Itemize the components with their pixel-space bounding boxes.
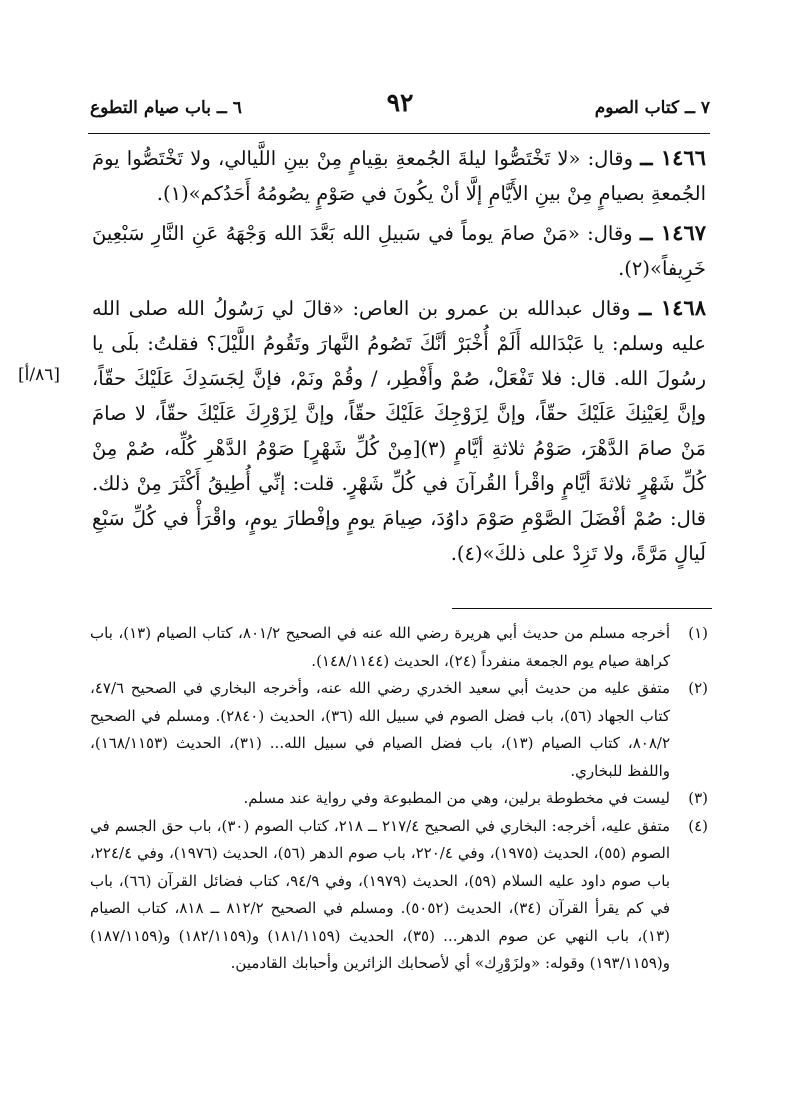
footnote [90,813,708,978]
footnote-text: متفق عليه، أخرجه: البخاري في الصحيح ٢١٧/٤ ــ ٢١٨، كتاب الصوم (٣٠)، باب حق الجسم في الصوم (٥٥)، الحديث (١٩٧٥)، وفي ٢٢٠/٤، باب صوم الدهر (٥٦)، الحديث (١٩٧٦)، وفي ٢٢٤/٤، باب صوم داود عليه السلام (٥٩)، الحديث (١٩٧٩)، وفي ٩٤/٩، كتاب فضائل القرآن (٦٦)، باب في كم يقرأ القرآن (٣٤)، الحديث (٥٠٥٢). ومسلم في الصحيح ٨١٢/٢ ــ ٨١٨، كتاب الصيام (١٣)، باب النهي عن صوم الدهر... (٣٥)، الحديث (١٨١/١١٥٩) و(١٨٢/١١٥٩) و(١٨٧/١١٥٩) و(١٩٣/١١٥٩) وقوله: «ولزَوْرِك» أي لأصحابك الزائرين وأحبابك القادمين. [90,816,671,972]
hadith-paragraph [92,140,706,211]
page-number: ٩٢ [386,88,414,117]
footnote-label: (٢) [688,679,708,697]
hadith-text: وقال: «مَنْ صامَ يوماً في سَبيلِ الله بَعَّدَ الله وَجْهَهُ عَنِ النَّارِ سَبْعِينَ خَرِيفاً»(٢). [92,222,706,280]
running-header [90,88,710,128]
hadith-paragraph [92,215,706,286]
footnote [90,675,708,785]
footnote-text: ليست في مخطوطة برلين، وهي من المطبوعة وفي رواية عند مسلم. [243,789,670,807]
hadith-paragraph [92,290,706,571]
hadith-text: وقال: «لا تَخْتَصُّوا ليلةَ الجُمعةِ بقِيامٍ مِنْ بينِ اللَّيالي، ولا تَخْتَصُّوا يومَ الجُمعةِ بصيامٍ مِنْ بينِ الأَيَّامِ إلَّا أنْ يكُونَ في صَوْمٍ يصُومُهُ أَحَدُكم»(١). [92,147,706,205]
footnotes [90,620,708,978]
footnote-label: (١) [688,624,708,642]
footnote-label: (٤) [688,816,708,835]
footnote [90,785,708,813]
header-chapter-title: ٦ ــ باب صيام التطوع [90,98,242,118]
footnote-text: أخرجه مسلم من حديث أبي هريرة رضي الله عنه في الصحيح ٨٠١/٢، كتاب الصيام (١٣)، باب كراهة صيام يوم الجمعة منفرداً (٢٤)، الحديث (١٤٨/١١٤٤). [90,624,670,670]
header-book-title: ٧ ــ كتاب الصوم [594,98,710,118]
header-divider [88,133,710,134]
hadith-number: ١٤٦٧ ــ [640,220,707,245]
hadith-text: وقال عبدالله بن عمرو بن العاص: «قالَ لي رَسُولُ الله صلى الله عليه وسلم: يا عَبْدَالله أَلَمْ أُخْبَرْ أنَّكَ تَصُومُ النَّهارَ وتَقُومُ اللَّيْلَ؟ فقلتُ: بلَى يا رسُولَ الله. قال: فلا تَفْعَلْ، صُمْ وأَفْطِر، / وقُمْ ونَمْ، فإنَّ لِجَسَدِكَ عَلَيْكَ حقّاً، وإنَّ لِعَيْنِكَ عَلَيْكَ حقّاً، وإنَّ لِزَوْجِكَ عَلَيْكَ حقّاً، وإنَّ لِزَوْرِكَ عَلَيْكَ حقّاً، لا صامَ مَنْ صامَ الدَّهْرَ، صَوْمُ ثلاثةِ أيَّامٍ (٣)[مِنْ كُلِّ شَهْرٍ] صَوْمُ الدَّهْرِ كُلِّه، صُمْ مِنْ كُلِّ شَهْرٍ ثلاثةَ أيَّامٍ واقْرأ القُرآنَ في كُلِّ شَهْرٍ. قلت: إنِّي أُطِيقُ أَكْثَرَ مِنْ ذلك. قال: صُمْ أفْضَلَ الصَّوْمِ صَوْمَ داوُدَ، صِيامَ يومٍ وإفْطارَ يومٍ، واقْرَأْ في كُلِّ سَبْعِ لَيالٍ مَرَّةً، ولا تَزِدْ على ذلكَ»(٤). [92,297,706,565]
hadith-number: ١٤٦٨ ــ [638,295,706,320]
footnote-label: (٣) [688,789,708,807]
hadith-number: ١٤٦٦ ــ [640,145,706,170]
main-text [92,140,706,575]
footnote-divider [452,608,712,609]
manuscript-folio-note: [٨٦/أ] [18,365,60,385]
footnote-text: متفق عليه من حديث أبي سعيد الخدري رضي الله عنه، وأخرجه البخاري في الصحيح ٤٧/٦، كتاب الجهاد (٥٦)، باب فضل الصوم في سبيل الله (٣٦)، الحديث (٢٨٤٠). ومسلم في الصحيح ٨٠٨/٢، كتاب الصيام (١٣)، باب فضل الصيام في سبيل الله... (٣١)، الحديث (١٦٨/١١٥٣)، واللفظ للبخاري. [90,679,671,780]
footnote [90,620,708,675]
